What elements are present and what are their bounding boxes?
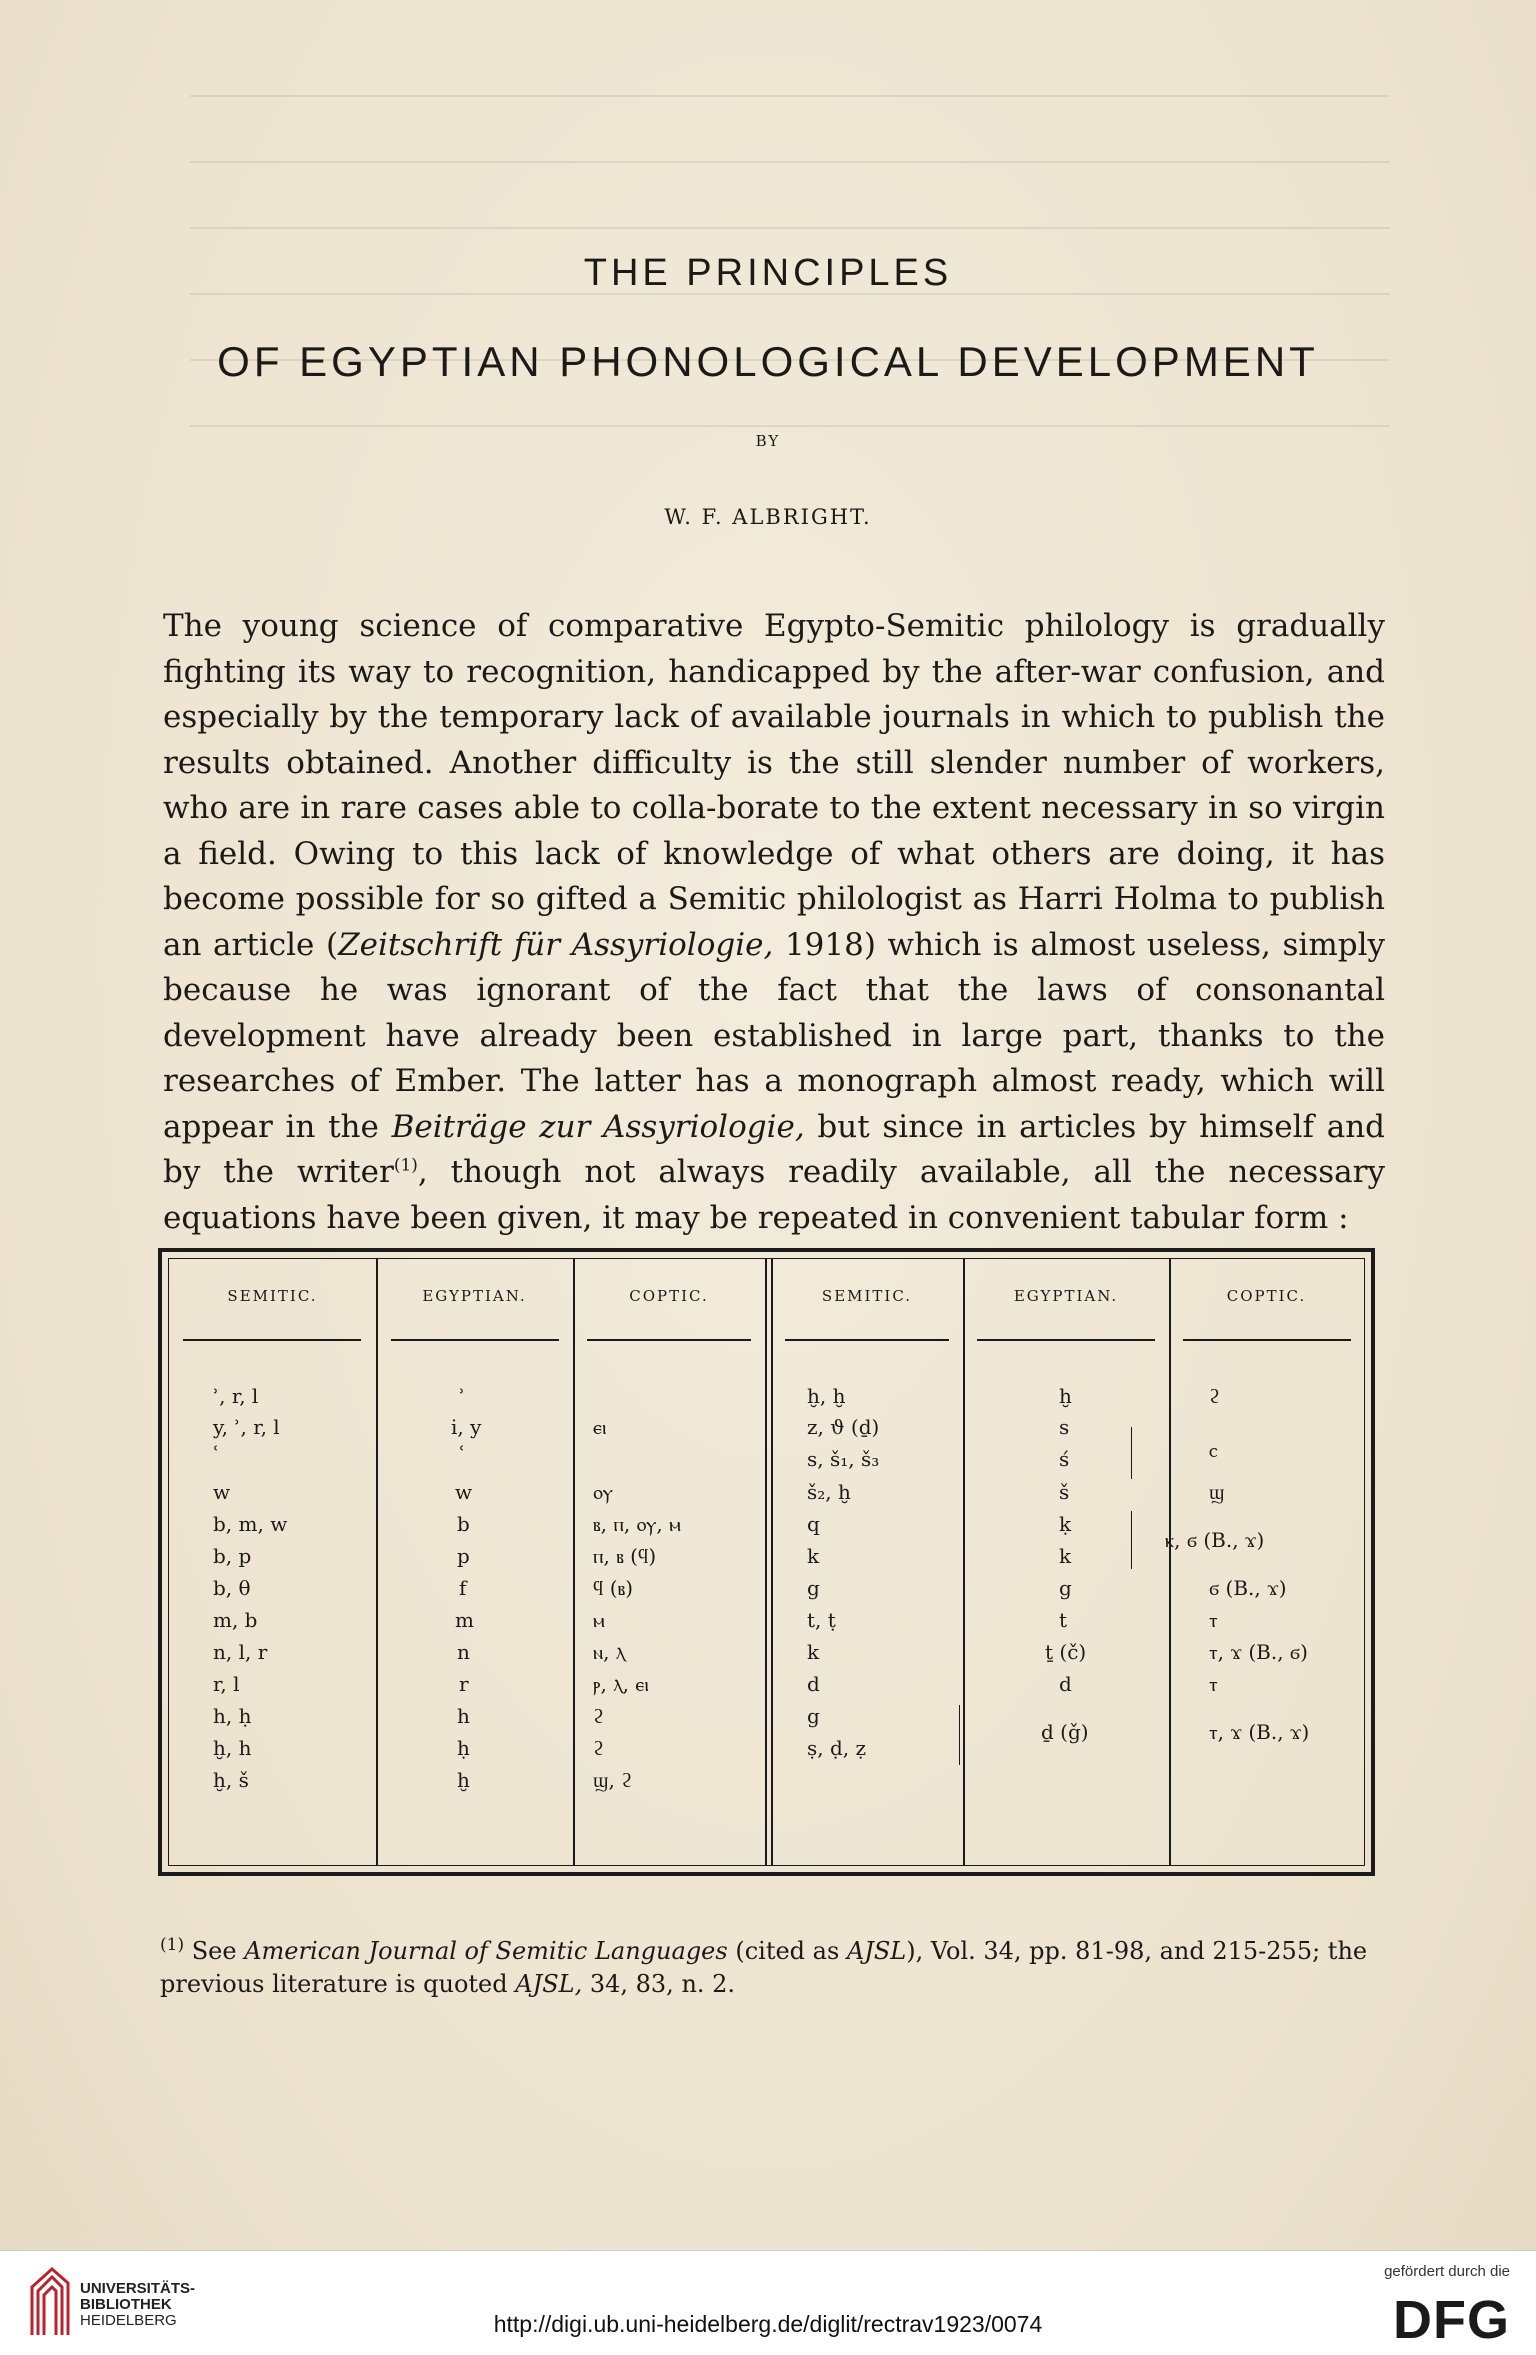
table-cell: m — [455, 1608, 474, 1632]
table-cell: ⲃ, ⲡ, ⲟⲩ, ⲙ — [593, 1512, 681, 1536]
header-egyptian-right: EGYPTIAN. — [1013, 1287, 1119, 1305]
table-cell: t, ṭ — [807, 1608, 836, 1632]
table-cell: w — [455, 1480, 473, 1504]
header-rule — [391, 1339, 559, 1341]
table-cell: s — [1059, 1415, 1070, 1439]
footnote-abbrev: AJSL, — [515, 1970, 583, 1998]
table-cell: z, ϑ (ḏ) — [807, 1415, 880, 1439]
header-egyptian-left: EGYPTIAN. — [422, 1287, 527, 1305]
table-cell: q — [807, 1512, 820, 1536]
column-divider — [573, 1259, 575, 1865]
table-cell: ⲥ — [1209, 1438, 1218, 1462]
footnote-journal: American Journal of Semitic Languages — [244, 1937, 728, 1965]
header-rule — [977, 1339, 1155, 1341]
table-cell: g — [1059, 1576, 1072, 1600]
phonology-table — [158, 1248, 1375, 1876]
table-cell: ḥ — [457, 1736, 470, 1760]
header-rule — [1183, 1339, 1351, 1341]
body-text-segment: , though not always readily available, all the necessary equations have been given, it may be repeated in convenient tabular form : — [163, 1154, 1385, 1236]
table-cell: ϭ (B., ϫ) — [1209, 1576, 1287, 1600]
body-text-segment: but since in articles by himself and by the writer — [163, 1108, 1385, 1190]
library-name-line: BIBLIOTHEK — [80, 2296, 172, 2313]
column-divider — [765, 1259, 767, 1865]
table-cell: r — [459, 1672, 469, 1696]
header-coptic-left: COPTIC. — [629, 1287, 709, 1305]
table-cell: ṣ, ḍ, ẓ — [807, 1736, 867, 1760]
header-rule — [183, 1339, 361, 1341]
byline-by: BY — [755, 432, 781, 450]
table-cell: ś — [1059, 1447, 1070, 1471]
table-cell: ⲉⲓ — [593, 1415, 607, 1439]
table-cell: s, š₁, š₃ — [807, 1447, 880, 1471]
table-cell: ϩ — [1209, 1384, 1220, 1408]
body-paragraph — [163, 604, 1385, 1241]
table-cell: ḏ (ǧ) — [1041, 1720, 1089, 1744]
table-cell: m, b — [213, 1608, 258, 1632]
table-cell: ⲙ — [593, 1608, 605, 1632]
table-cell: ṯ (č) — [1045, 1640, 1087, 1664]
header-coptic-right: COPTIC. — [1226, 1287, 1307, 1305]
footnote — [160, 1935, 1382, 2001]
table-cell: g — [807, 1576, 820, 1600]
column-divider — [1169, 1259, 1171, 1865]
journal-title-beitraege: Beiträge zur Assyriologie, — [391, 1108, 805, 1145]
grouping-brace — [1131, 1427, 1132, 1479]
table-cell: i, y — [451, 1415, 482, 1439]
column-divider — [963, 1259, 965, 1865]
table-cell: ϣ, ϩ — [593, 1768, 633, 1792]
table-cell: b, m, w — [213, 1512, 288, 1536]
body-text-segment: 1918) which is almost useless, simply because he was ignorant of the fact that the laws of consonantal development have already been established in large part, thanks to the researches of Ember. The latter has a monograph almost ready, which will appear in the — [163, 926, 1386, 1145]
table-cell: ḫ, h — [213, 1736, 252, 1760]
table-cell: ⲧ, ϫ (B., ϫ) — [1209, 1720, 1310, 1744]
table-cell: ḫ — [1059, 1384, 1072, 1408]
table-cell: g — [807, 1704, 820, 1728]
header-semitic-right: SEMITIC. — [821, 1287, 913, 1305]
funding-caption: gefördert durch die — [1384, 2263, 1510, 2280]
footnote-text: See — [184, 1937, 245, 1965]
digitization-footer — [0, 2250, 1536, 2355]
table-cell: k — [1059, 1544, 1072, 1568]
table-cell: t — [1059, 1608, 1068, 1632]
table-cell: k — [807, 1544, 820, 1568]
column-divider — [771, 1259, 773, 1865]
table-cell: ⲣ, ⲗ, ⲉⲓ — [593, 1672, 649, 1696]
table-cell: h — [457, 1704, 470, 1728]
table-cell: ⲡ, ⲃ (ϥ) — [593, 1544, 657, 1568]
library-name-line: UNIVERSITÄTS- — [80, 2280, 196, 2297]
title-line-1: THE PRINCIPLES — [583, 252, 953, 294]
table-cell: p — [457, 1544, 470, 1568]
table-cell: b, θ — [213, 1576, 251, 1600]
table-cell: ʿ — [213, 1441, 220, 1465]
footnote-reference[interactable]: (1) — [393, 1155, 418, 1176]
header-semitic-left: SEMITIC. — [227, 1287, 318, 1305]
footnote-abbrev: AJSL — [846, 1937, 907, 1965]
body-text-segment: The young science of comparative Egypto-Semitic philology is gradually fighting its way to recognition, handicapped by the after-war confusion, and especially by the temporary lack of available journals in which to publish the results obtained. Another difficulty is the still slender number of workers, who are in rare cases able to colla-borate to the extent necessary in so virgin a field. Owing to this lack of knowledge of what others are doing, it has become possible for so gifted a Semitic philologist as Harri Holma to publish an article ( — [163, 608, 1385, 963]
journal-title-zeitschrift: Zeitschrift für Assyriologie, — [338, 926, 774, 963]
table-cell: š — [1059, 1480, 1070, 1504]
footnote-mark: (1) — [160, 1935, 185, 1955]
table-cell: d — [807, 1672, 820, 1696]
grouping-brace — [1131, 1511, 1132, 1569]
table-cell: ⲧ — [1209, 1608, 1218, 1632]
library-name-line: HEIDELBERG — [80, 2312, 177, 2329]
grouping-brace — [959, 1705, 960, 1765]
footnote-text: 34, 83, n. 2. — [582, 1970, 736, 1998]
table-cell: ⲧ — [1209, 1672, 1218, 1696]
table-cell: ḫ, ḫ — [807, 1384, 846, 1408]
table-cell: d — [1059, 1672, 1072, 1696]
table-cell: ϥ (ⲃ) — [593, 1576, 634, 1600]
table-cell: h, ḥ — [213, 1704, 252, 1728]
table-cell: ⲛ, ⲗ — [593, 1640, 626, 1664]
table-cell: ʾ — [459, 1384, 466, 1408]
header-rule — [587, 1339, 751, 1341]
permalink-url[interactable]: http://digi.ub.uni-heidelberg.de/diglit/rectrav1923/0074 — [493, 2311, 1043, 2337]
header-rule — [785, 1339, 949, 1341]
table-cell: ⲧ, ϫ (B., ϭ) — [1209, 1640, 1308, 1664]
table-cell: ϩ — [593, 1704, 604, 1728]
table-cell: ⲕ, ϭ (B., ϫ) — [1165, 1528, 1265, 1552]
table-cell: š₂, ḫ — [807, 1480, 851, 1504]
footnote-text: ), Vol. 34, pp. 81-98, and 215-255; the previous literature is quoted — [160, 1937, 1368, 1998]
table-cell: ϩ — [593, 1736, 604, 1760]
dfg-logo: DFG — [1393, 2290, 1510, 2350]
table-cell: k — [807, 1640, 820, 1664]
table-cell: ḫ, š — [213, 1768, 249, 1792]
footnote-text: (cited as — [727, 1937, 847, 1965]
table-cell: ϣ — [1209, 1480, 1225, 1504]
table-cell: y, ʾ, r, l — [213, 1415, 280, 1439]
table-cell: w — [213, 1480, 231, 1504]
table-cell: b, p — [213, 1544, 252, 1568]
title-line-2: OF EGYPTIAN PHONOLOGICAL DEVELOPMENT — [217, 338, 1319, 385]
table-cell: f — [459, 1576, 467, 1600]
table-cell: b — [457, 1512, 470, 1536]
column-divider — [376, 1259, 378, 1865]
table-cell: r, l — [213, 1672, 240, 1696]
table-cell: ⲟⲩ — [593, 1480, 613, 1504]
table-cell: n — [457, 1640, 470, 1664]
table-inner-frame — [168, 1258, 1365, 1866]
table-cell: ḫ — [457, 1768, 470, 1792]
table-cell: ḳ — [1059, 1512, 1072, 1536]
table-cell: n, l, r — [213, 1640, 268, 1664]
table-cell: ʿ — [459, 1441, 466, 1465]
author-name: W. F. ALBRIGHT. — [664, 505, 872, 529]
table-cell: ʾ, r, l — [213, 1384, 259, 1408]
